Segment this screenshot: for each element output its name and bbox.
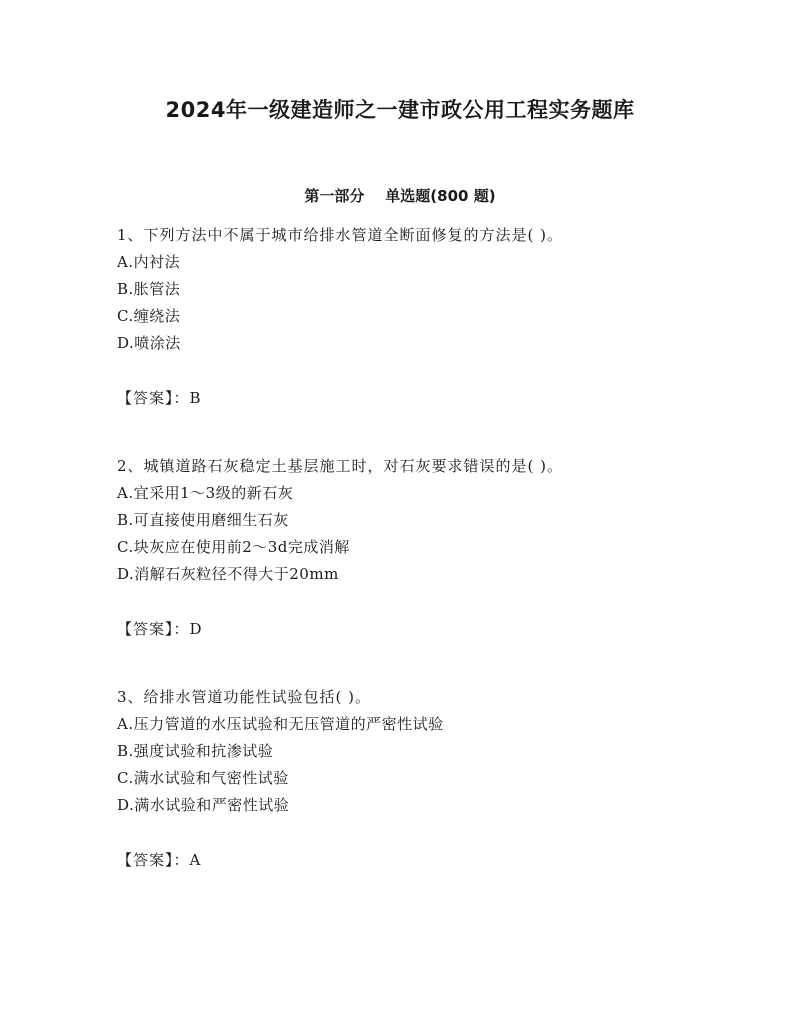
question-1 [117,222,717,412]
question-3 [117,684,717,874]
option-d: D.喷涂法 [117,334,181,352]
question-stem: 3、给排水管道功能性试验包括( )。 [117,688,372,706]
option-c: C.块灰应在使用前2～3d完成消解 [117,538,350,556]
option-d: D.消解石灰粒径不得大于20mm [117,565,339,583]
question-stem: 1、下列方法中不属于城市给排水管道全断面修复的方法是( )。 [117,226,564,244]
option-b: B.强度试验和抗渗试验 [117,742,274,760]
answer-line [117,847,717,874]
question-stem: 2、城镇道路石灰稳定土基层施工时，对石灰要求错误的是( )。 [117,457,564,475]
option-a: A.压力管道的水压试验和无压管道的严密性试验 [117,715,444,733]
answer-value: D [189,620,202,638]
answer-line [117,616,717,643]
answer-label: 【答案】： [117,851,190,869]
option-a: A.内衬法 [117,253,181,271]
section-title: 第一部分 单选题(800 题) [304,187,496,205]
answer-value: A [189,851,201,869]
answer-label: 【答案】： [117,389,190,407]
option-b: B.胀管法 [117,280,181,298]
option-b: B.可直接使用磨细生石灰 [117,511,289,529]
option-c: C.缠绕法 [117,307,181,325]
option-d: D.满水试验和严密性试验 [117,796,290,814]
answer-line [117,385,717,412]
option-a: A.宜采用1～3级的新石灰 [117,484,294,502]
option-c: C.满水试验和气密性试验 [117,769,289,787]
answer-value: B [189,389,201,407]
question-2 [117,453,717,643]
answer-label: 【答案】： [117,620,190,638]
document-title: 2024年一级建造师之一建市政公用工程实务题库 [165,98,635,122]
